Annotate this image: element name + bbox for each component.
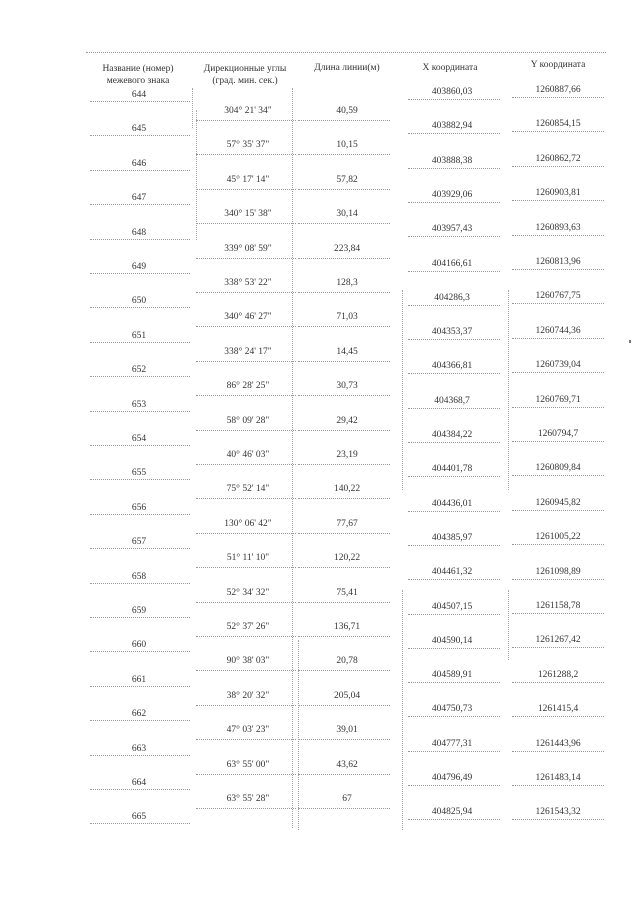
boundary-mark-number: 664 [131, 778, 147, 788]
row-separator [512, 647, 604, 648]
row-separator [196, 808, 296, 809]
row-separator [408, 236, 500, 237]
direction-angle: 52° 37' 26" [226, 622, 270, 632]
row-separator [512, 716, 604, 717]
row-separator [196, 120, 296, 121]
direction-angle: 340° 46' 27" [224, 312, 272, 323]
row-separator [298, 464, 390, 465]
row-separator [90, 514, 190, 515]
line-length: 120,22 [333, 553, 361, 564]
header-angle-line1: Дирекционные углы [203, 64, 287, 74]
row-separator [408, 202, 500, 203]
row-separator [512, 510, 604, 511]
direction-angle: 338° 53' 22" [224, 278, 272, 288]
row-separator [196, 292, 296, 293]
row-separator [298, 498, 390, 499]
x-coordinate: 404166,61 [431, 258, 473, 269]
row-separator [196, 533, 296, 534]
x-coordinate: 404286,3 [434, 292, 470, 303]
row-separator [408, 614, 500, 615]
row-separator [512, 682, 604, 683]
row-separator [90, 376, 190, 377]
margin-mark [629, 340, 631, 343]
row-separator [90, 789, 190, 790]
x-coordinate: 404401,78 [431, 464, 473, 475]
row-separator [512, 200, 604, 201]
column-separator [402, 590, 403, 830]
row-separator [512, 97, 604, 98]
row-separator [408, 511, 500, 512]
row-separator [90, 204, 190, 205]
row-separator [196, 258, 296, 259]
x-coordinate: 404825,94 [431, 807, 473, 818]
line-length: 75,41 [336, 587, 358, 598]
row-separator [90, 273, 190, 274]
row-separator [196, 464, 296, 465]
row-separator [196, 395, 296, 396]
row-separator [90, 445, 190, 446]
row-separator [408, 751, 500, 752]
column-separator [196, 110, 197, 240]
row-separator [512, 819, 604, 820]
boundary-mark-number: 657 [131, 537, 147, 548]
x-coordinate: 404385,97 [431, 532, 473, 543]
boundary-mark-number: 652 [131, 365, 147, 376]
row-separator [408, 168, 500, 169]
row-separator [408, 819, 500, 820]
row-separator [512, 475, 604, 476]
direction-angle: 75° 52' 14" [226, 484, 270, 495]
row-separator [408, 648, 500, 649]
row-separator [90, 101, 190, 102]
x-coordinate: 404589,91 [431, 670, 473, 681]
direction-angle: 339° 08' 59" [224, 243, 272, 254]
x-coordinate: 404353,37 [431, 327, 473, 338]
row-separator [298, 154, 390, 155]
direction-angle: 86° 28' 25" [226, 381, 270, 392]
y-coordinate: 1261158,78 [535, 601, 581, 611]
x-coordinate: 404777,31 [431, 738, 473, 749]
x-coordinate: 404750,73 [431, 704, 473, 715]
line-length: 39,01 [336, 725, 358, 736]
row-separator [408, 545, 500, 546]
header-angle [190, 63, 300, 87]
boundary-mark-number: 650 [131, 296, 147, 307]
row-separator [196, 739, 296, 740]
y-coordinate: 1261543,32 [535, 807, 581, 818]
row-separator [298, 670, 390, 671]
direction-angle: 340° 15' 38" [224, 209, 272, 220]
boundary-mark-number: 661 [131, 674, 147, 685]
column-separator [292, 88, 293, 828]
row-separator [408, 271, 500, 272]
x-coordinate: 403860,03 [431, 87, 473, 97]
y-coordinate: 1260767,75 [535, 291, 581, 302]
row-separator [298, 567, 390, 568]
x-coordinate: 403882,94 [431, 121, 473, 132]
row-separator [512, 441, 604, 442]
y-coordinate: 1260744,36 [535, 325, 581, 336]
row-separator [298, 223, 390, 224]
row-separator [90, 720, 190, 721]
row-separator [90, 548, 190, 549]
row-separator [408, 716, 500, 717]
row-separator [298, 430, 390, 431]
direction-angle: 51° 11' 10" [226, 553, 270, 564]
row-separator [408, 339, 500, 340]
boundary-mark-number: 645 [131, 124, 147, 135]
x-coordinate: 404384,22 [431, 430, 473, 440]
row-separator [408, 408, 500, 409]
row-separator [298, 705, 390, 706]
row-separator [90, 411, 190, 412]
y-coordinate: 1261483,14 [535, 773, 581, 783]
row-separator [298, 636, 390, 637]
header-mark [88, 63, 188, 87]
line-length: 223,84 [333, 243, 361, 254]
row-separator [298, 774, 390, 775]
line-length: 10,15 [336, 140, 358, 151]
direction-angle: 304° 21' 34" [224, 106, 272, 116]
row-separator [408, 133, 500, 134]
header-angle-line2: (град. мин. сек.) [212, 76, 278, 86]
line-length: 14,45 [336, 346, 358, 357]
row-separator [90, 307, 190, 308]
direction-angle: 40° 46' 03" [226, 450, 270, 460]
row-separator [298, 361, 390, 362]
direction-angle: 45° 17' 14" [226, 174, 270, 185]
direction-angle: 58° 09' 28" [226, 415, 270, 426]
direction-angle: 63° 55' 28" [226, 794, 270, 804]
row-separator [512, 372, 604, 373]
line-length: 40,59 [336, 106, 358, 116]
boundary-mark-number: 659 [131, 606, 147, 616]
y-coordinate: 1261443,96 [535, 738, 581, 749]
row-separator [408, 99, 500, 100]
row-separator [512, 166, 604, 167]
y-coordinate: 1260794,7 [537, 429, 579, 439]
y-coordinate: 1260903,81 [535, 188, 581, 199]
x-coordinate: 404368,7 [434, 395, 470, 406]
row-separator [196, 705, 296, 706]
row-separator [408, 682, 500, 683]
y-coordinate: 1260809,84 [535, 463, 581, 474]
row-separator [90, 135, 190, 136]
row-separator [408, 476, 500, 477]
row-separator [298, 533, 390, 534]
boundary-mark-number: 646 [131, 158, 147, 169]
row-separator [90, 583, 190, 584]
header-x: X координата [422, 63, 478, 73]
column-separator [192, 88, 193, 128]
row-separator [512, 235, 604, 236]
row-separator [298, 326, 390, 327]
direction-angle: 52° 34' 32" [226, 587, 270, 598]
line-length: 71,03 [336, 312, 358, 323]
row-separator [196, 361, 296, 362]
row-separator [90, 823, 190, 824]
header-length: Длина линии(м) [314, 63, 380, 73]
y-coordinate: 1261005,22 [535, 532, 581, 543]
row-separator [196, 430, 296, 431]
row-separator [90, 342, 190, 343]
y-coordinate: 1260813,96 [535, 257, 581, 267]
line-length: 30,73 [336, 381, 358, 392]
y-coordinate: 1260769,71 [535, 394, 581, 405]
boundary-mark-number: 662 [131, 709, 147, 720]
header-mark-line1: Название (номер) [102, 64, 174, 74]
boundary-mark-number: 663 [131, 743, 147, 754]
column-separator [508, 590, 509, 660]
row-separator [512, 407, 604, 408]
line-length: 128,3 [336, 278, 358, 288]
line-length: 77,67 [336, 518, 358, 529]
y-coordinate: 1261288,2 [537, 669, 579, 680]
y-coordinate: 1261415,4 [537, 704, 579, 715]
y-coordinate: 1260854,15 [535, 119, 581, 130]
row-separator [196, 636, 296, 637]
row-separator [196, 154, 296, 155]
y-coordinate: 1261098,89 [535, 566, 581, 577]
boundary-mark-number: 648 [131, 227, 147, 238]
line-length: 136,71 [333, 622, 361, 632]
row-separator [298, 258, 390, 259]
boundary-mark-number: 651 [131, 330, 147, 341]
y-coordinate: 1260945,82 [535, 497, 581, 508]
boundary-mark-number: 656 [131, 502, 147, 513]
row-separator [196, 602, 296, 603]
row-separator [512, 544, 604, 545]
line-length: 20,78 [336, 656, 358, 667]
boundary-mark-number: 647 [131, 193, 147, 204]
column-separator [298, 640, 299, 830]
line-length: 205,04 [333, 690, 361, 701]
row-separator [298, 120, 390, 121]
row-separator [298, 395, 390, 396]
row-separator [196, 567, 296, 568]
x-coordinate: 403888,38 [431, 155, 473, 166]
row-separator [512, 303, 604, 304]
y-coordinate: 1260862,72 [535, 153, 581, 164]
boundary-mark-number: 665 [131, 812, 147, 823]
header-mark-line2: межевого знака [106, 76, 170, 86]
line-length: 140,22 [333, 484, 361, 495]
row-separator [196, 498, 296, 499]
row-separator [90, 170, 190, 171]
row-separator [512, 131, 604, 132]
boundary-mark-number: 644 [131, 90, 147, 100]
boundary-mark-number: 660 [131, 640, 147, 651]
boundary-mark-number: 653 [131, 399, 147, 410]
direction-angle: 338° 24' 17" [224, 346, 272, 357]
line-length: 30,14 [336, 209, 358, 220]
direction-angle: 130° 06' 42" [224, 518, 272, 529]
boundary-mark-number: 649 [131, 262, 147, 272]
row-separator [90, 617, 190, 618]
direction-angle: 38° 20' 32" [226, 690, 270, 701]
boundary-mark-number: 655 [131, 468, 147, 479]
row-separator [90, 686, 190, 687]
x-coordinate: 404590,14 [431, 635, 473, 646]
x-coordinate: 404436,01 [431, 498, 473, 509]
line-length: 23,19 [336, 450, 358, 460]
boundary-mark-number: 654 [131, 434, 147, 444]
row-separator [408, 785, 500, 786]
line-length: 43,62 [336, 759, 358, 770]
header-y: Y координата [530, 60, 586, 70]
row-separator [512, 785, 604, 786]
row-separator [408, 305, 500, 306]
row-separator [196, 326, 296, 327]
row-separator [512, 269, 604, 270]
row-separator [196, 223, 296, 224]
y-coordinate: 1260739,04 [535, 360, 581, 371]
column-separator [508, 290, 509, 490]
row-separator [196, 774, 296, 775]
row-separator [90, 651, 190, 652]
line-length: 29,42 [336, 415, 358, 426]
row-separator [298, 292, 390, 293]
x-coordinate: 404366,81 [431, 361, 473, 372]
row-separator [512, 579, 604, 580]
y-coordinate: 1260887,66 [535, 85, 581, 95]
y-coordinate: 1260893,63 [535, 222, 581, 233]
direction-angle: 57° 35' 37" [226, 140, 270, 151]
x-coordinate: 403929,06 [431, 189, 473, 200]
row-separator [298, 189, 390, 190]
row-separator [90, 239, 190, 240]
row-separator [86, 52, 606, 53]
column-separator [402, 290, 403, 490]
x-coordinate: 403957,43 [431, 224, 473, 235]
direction-angle: 63° 55' 00" [226, 759, 270, 770]
row-separator [196, 670, 296, 671]
row-separator [196, 189, 296, 190]
boundary-mark-number: 658 [131, 571, 147, 582]
row-separator [298, 602, 390, 603]
row-separator [90, 755, 190, 756]
direction-angle: 47° 03' 23" [226, 725, 270, 736]
line-length: 67 [342, 794, 352, 804]
row-separator [408, 579, 500, 580]
row-separator [408, 442, 500, 443]
y-coordinate: 1261267,42 [535, 635, 581, 646]
row-separator [298, 739, 390, 740]
row-separator [512, 751, 604, 752]
direction-angle: 90° 38' 03" [226, 656, 270, 667]
x-coordinate: 404461,32 [431, 567, 473, 578]
row-separator [512, 338, 604, 339]
row-separator [90, 479, 190, 480]
row-separator [408, 373, 500, 374]
row-separator [298, 808, 390, 809]
x-coordinate: 404796,49 [431, 773, 473, 783]
x-coordinate: 404507,15 [431, 601, 473, 612]
line-length: 57,82 [336, 174, 358, 185]
row-separator [512, 613, 604, 614]
